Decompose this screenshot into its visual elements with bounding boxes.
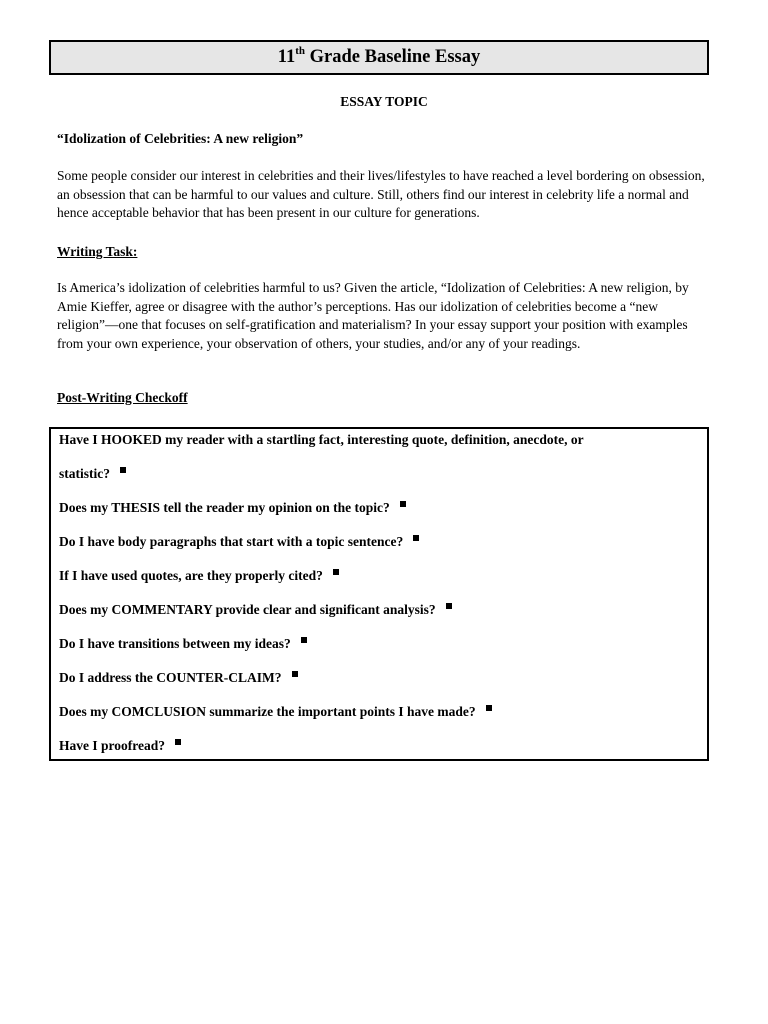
checklist-item-body-paragraphs-label: Do I have body paragraphs that start with a topic sentence? (59, 534, 404, 549)
checkbox-icon[interactable] (120, 467, 126, 473)
document-title (49, 40, 709, 75)
checklist-item-quotes-label: If I have used quotes, are they properly cited? (59, 568, 323, 583)
checklist-item-hook-line2: statistic? (59, 466, 110, 481)
checklist-item-counter-claim (59, 670, 298, 686)
checklist-item-quotes (59, 568, 339, 584)
intro-paragraph: Some people consider our interest in celebrities and their lives/lifestyles to have reached a level bordering on obsession, an obsession that can be harmful to our values and culture. Still, others find our interest in celebrity life a normal and hence acceptable behavior that has been present in our culture for generations. (57, 168, 705, 220)
checklist-item-counter-claim-label: Do I address the COUNTER-CLAIM? (59, 670, 282, 685)
checklist-item-commentary-label: Does my COMMENTARY provide clear and significant analysis? (59, 602, 436, 617)
checklist-item-conclusion (59, 704, 492, 720)
checkoff-table (49, 427, 709, 761)
essay-topic-heading: ESSAY TOPIC (340, 94, 428, 109)
checklist-item-thesis-label: Does my THESIS tell the reader my opinion on the topic? (59, 500, 390, 515)
checkbox-icon[interactable] (400, 501, 406, 507)
checklist-item-proofread (59, 738, 181, 754)
checklist-item-proofread-label: Have I proofread? (59, 738, 165, 753)
checkbox-icon[interactable] (446, 603, 452, 609)
checklist-item-hook (59, 466, 126, 482)
checkbox-icon[interactable] (486, 705, 492, 711)
checkbox-icon[interactable] (301, 637, 307, 643)
checklist-item-transitions-label: Do I have transitions between my ideas? (59, 636, 291, 651)
title-suffix: Grade Baseline Essay (305, 47, 481, 67)
checklist-item-body-paragraphs (59, 534, 419, 550)
topic-title: “Idolization of Celebrities: A new religion” (57, 131, 304, 146)
checklist-item-conclusion-label: Does my COMCLUSION summarize the important points I have made? (59, 704, 476, 719)
checkbox-icon[interactable] (333, 569, 339, 575)
checklist-item-thesis (59, 500, 406, 516)
title-superscript: th (295, 44, 305, 57)
checklist-item-hook-line1: Have I HOOKED my reader with a startling fact, interesting quote, definition, anecdote, or (59, 432, 584, 447)
checkoff-heading: Post-Writing Checkoff (57, 390, 188, 405)
checkbox-icon[interactable] (292, 671, 298, 677)
writing-task-heading: Writing Task: (57, 244, 138, 259)
checkbox-icon[interactable] (175, 739, 181, 745)
title-prefix: 11 (277, 47, 296, 67)
checklist-item-commentary (59, 602, 452, 618)
checklist-item-transitions (59, 636, 307, 652)
checkbox-icon[interactable] (413, 535, 419, 541)
writing-task-paragraph: Is America’s idolization of celebrities harmful to us? Given the article, “Idolization of Celebrities: A new religion, by Amie Kieffer, agree or disagree with the author’s perceptions. Has our idolization of celebrities become a “new religion”—one that focuses on self-gratification and materialism? In your essay support your position with examples from your own experience, your observation of others, your studies, and/or any of your readings. (57, 280, 689, 351)
